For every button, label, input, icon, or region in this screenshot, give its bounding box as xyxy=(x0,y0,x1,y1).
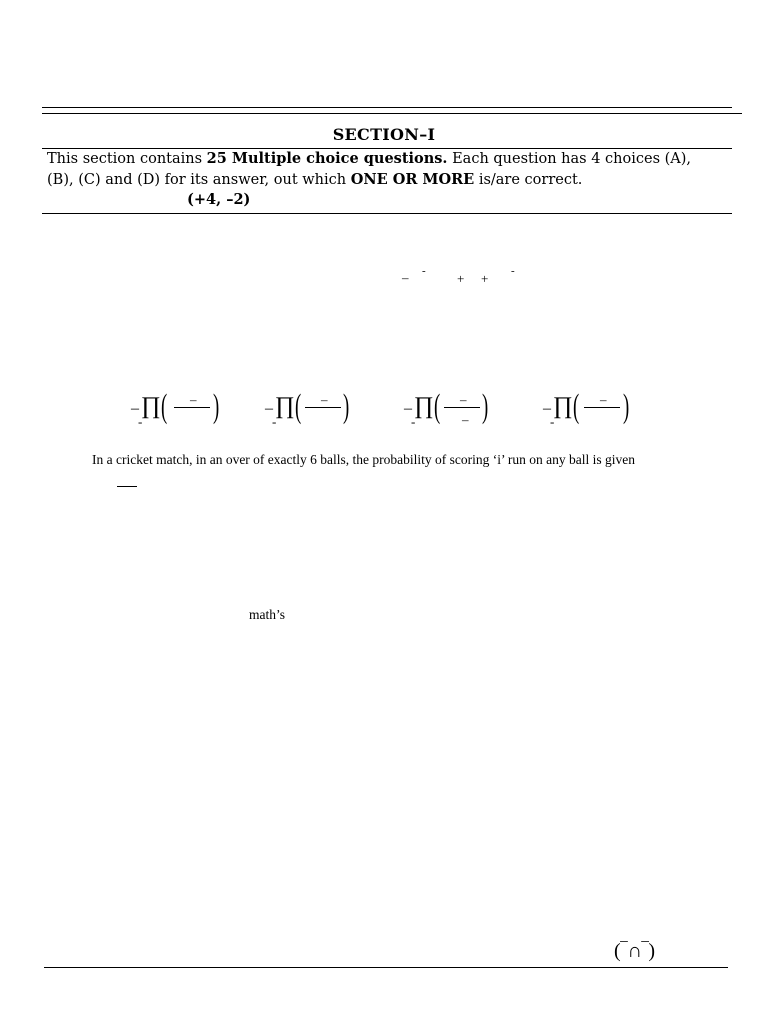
fraction-bar xyxy=(305,407,341,408)
numerator: – xyxy=(460,392,467,407)
instructions-rule xyxy=(42,213,732,214)
fraction-bar xyxy=(117,486,137,487)
section-title: SECTION–I xyxy=(332,125,436,144)
minus-sign: – xyxy=(265,400,273,417)
left-paren: ( xyxy=(434,388,441,425)
denominator: – xyxy=(462,412,469,427)
numerator: – xyxy=(600,392,607,407)
corner-expression: (‾∩‾) xyxy=(614,940,656,962)
instructions-line-1 xyxy=(47,148,737,170)
instructions-text: This section contains xyxy=(47,151,207,167)
equation-fragment: + xyxy=(457,271,465,286)
subscript: - xyxy=(550,414,555,429)
left-paren: ( xyxy=(573,388,580,425)
marking-scheme: (+4, –2) xyxy=(187,191,251,208)
fraction-bar xyxy=(174,407,210,408)
equation-fragment: – xyxy=(402,270,409,285)
right-paren: ) xyxy=(623,388,630,425)
instructions-text: (B), (C) and (D) for its answer, out which xyxy=(47,172,351,188)
equation-fragment: - xyxy=(422,265,426,277)
minus-sign: – xyxy=(131,400,139,417)
product-symbol: ∏ xyxy=(553,393,573,419)
top-rule-1 xyxy=(42,107,732,108)
maths-label: math’s xyxy=(249,607,285,622)
question-text: In a cricket match, in an over of exactly 6 balls, the probability of scoring ‘i’ run on any ball is given xyxy=(92,452,635,467)
instructions-text: is/are correct. xyxy=(474,172,583,188)
right-paren: ) xyxy=(482,388,489,425)
subscript: - xyxy=(411,414,416,429)
numerator: – xyxy=(321,392,328,407)
option-c-expression xyxy=(404,390,514,434)
subscript: - xyxy=(138,414,143,429)
right-paren: ) xyxy=(213,388,220,425)
option-d-expression xyxy=(543,390,653,434)
equation-fragment: - xyxy=(511,265,515,277)
right-paren: ) xyxy=(343,388,350,425)
option-b-expression xyxy=(265,390,375,434)
product-symbol: ∏ xyxy=(275,393,295,419)
left-paren: ( xyxy=(161,388,168,425)
numerator: – xyxy=(190,392,197,407)
fraction-bar xyxy=(584,407,620,408)
product-symbol: ∏ xyxy=(141,393,161,419)
product-symbol: ∏ xyxy=(414,393,434,419)
instructions-emphasis: 25 Multiple choice questions. xyxy=(206,150,448,167)
instructions-emphasis: ONE OR MORE xyxy=(350,171,475,188)
minus-sign: – xyxy=(543,400,551,417)
fraction-bar xyxy=(444,407,480,408)
minus-sign: – xyxy=(404,400,412,417)
equation-fragment: + xyxy=(481,271,489,286)
bottom-rule xyxy=(44,967,728,968)
left-paren: ( xyxy=(295,388,302,425)
subscript: - xyxy=(272,414,277,429)
instructions-text: Each question has 4 choices (A), xyxy=(447,151,692,167)
top-rule-2 xyxy=(42,113,742,114)
instructions-line-2 xyxy=(47,169,737,191)
option-a-expression xyxy=(131,390,241,434)
